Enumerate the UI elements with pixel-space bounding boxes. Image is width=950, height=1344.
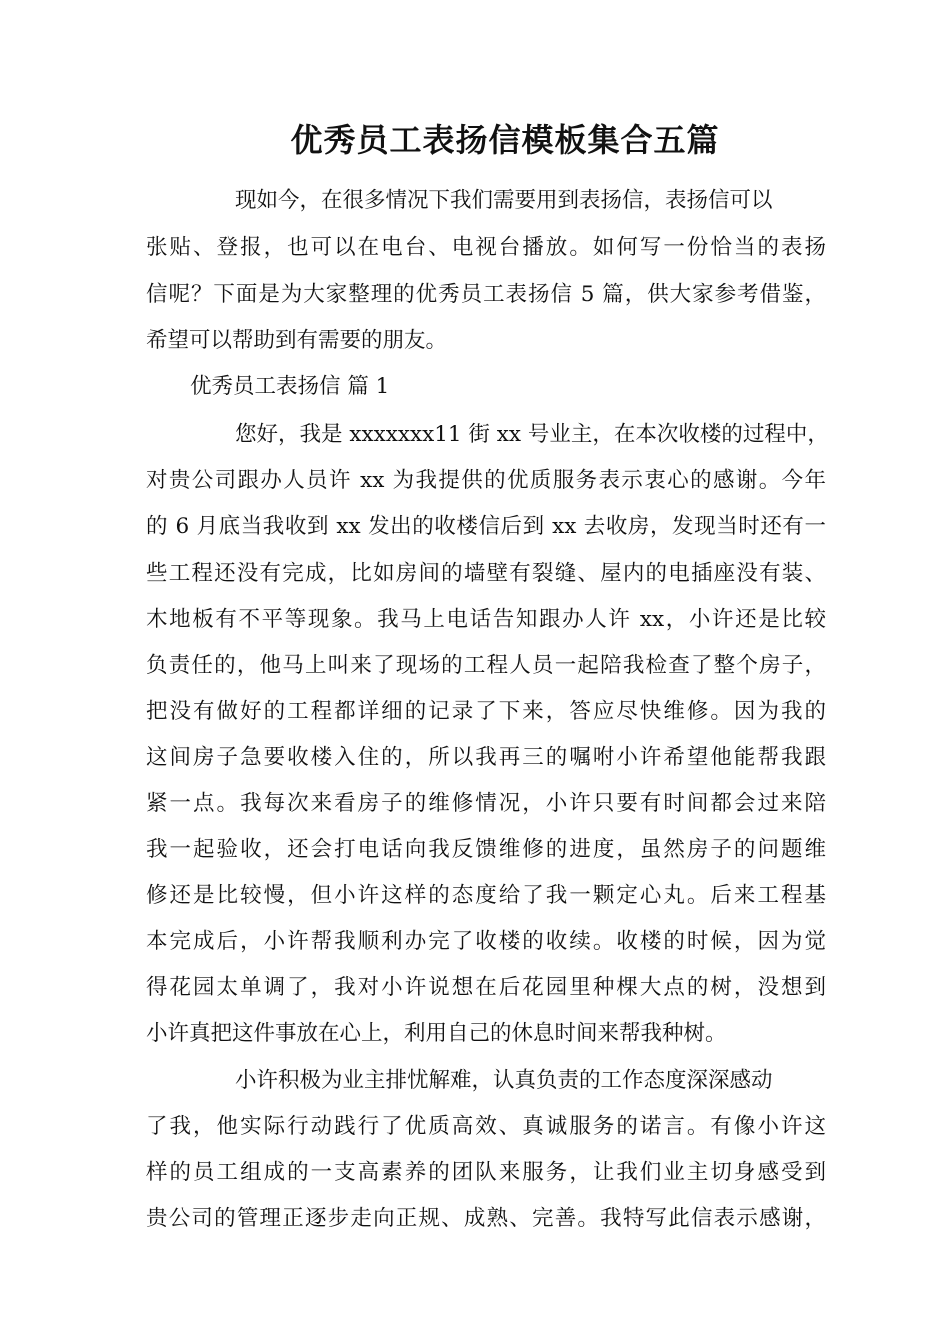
section-heading: 优秀员工表扬信 篇 1	[190, 374, 390, 399]
paragraph2-line: 小许积极为业主排忧解难，认真负责的工作态度深深感动	[235, 1068, 773, 1093]
paragraph1-line: 我一起验收，还会打电话向我反馈维修的进度，虽然房子的问题维	[146, 837, 826, 862]
paragraph1-line: 得花园太单调了，我对小许说想在后花园里种棵大点的树，没想到	[146, 975, 826, 1000]
paragraph2-line: 贵公司的管理正逐步走向正规、成熟、完善。我特写此信表示感谢，	[146, 1206, 826, 1231]
paragraph1-line: 对贵公司跟办人员许 xx 为我提供的优质服务表示衷心的感谢。今年	[146, 468, 826, 493]
paragraph1-line: 您好，我是 xxxxxxx11 街 xx 号业主，在本次收楼的过程中，	[235, 422, 829, 447]
intro-line: 现如今，在很多情况下我们需要用到表扬信，表扬信可以	[235, 188, 773, 213]
paragraph2-line: 了我，他实际行动践行了优质高效、真诚服务的诺言。有像小许这	[146, 1114, 826, 1139]
intro-line: 希望可以帮助到有需要的朋友。	[146, 328, 448, 353]
paragraph1-line: 修还是比较慢，但小许这样的态度给了我一颗定心丸。后来工程基	[146, 883, 826, 908]
paragraph1-line: 紧一点。我每次来看房子的维修情况，小许只要有时间都会过来陪	[146, 791, 826, 816]
paragraph1-line: 本完成后，小许帮我顺利办完了收楼的收续。收楼的时候，因为觉	[146, 929, 826, 954]
intro-line: 信呢？下面是为大家整理的优秀员工表扬信 5 篇，供大家参考借鉴，	[146, 282, 826, 307]
paragraph1-line: 负责任的，他马上叫来了现场的工程人员一起陪我检查了整个房子，	[146, 653, 826, 678]
paragraph2-line: 样的员工组成的一支高素养的团队来服务，让我们业主切身感受到	[146, 1160, 826, 1185]
paragraph1-line: 的 6 月底当我收到 xx 发出的收楼信后到 xx 去收房，发现当时还有一	[146, 514, 826, 539]
paragraph1-line: 些工程还没有完成，比如房间的墙壁有裂缝、屋内的电插座没有装、	[146, 561, 826, 586]
intro-line: 张贴、登报，也可以在电台、电视台播放。如何写一份恰当的表扬	[146, 235, 826, 260]
paragraph1-line: 小许真把这件事放在心上，利用自己的休息时间来帮我种树。	[146, 1021, 727, 1046]
paragraph1-line: 这间房子急要收楼入住的，所以我再三的嘱咐小许希望他能帮我跟	[146, 745, 826, 770]
document-title: 优秀员工表扬信模板集合五篇	[290, 121, 720, 159]
paragraph1-line: 把没有做好的工程都详细的记录了下来，答应尽快维修。因为我的	[146, 699, 826, 724]
paragraph1-line: 木地板有不平等现象。我马上电话告知跟办人许 xx，小许还是比较	[146, 607, 826, 632]
